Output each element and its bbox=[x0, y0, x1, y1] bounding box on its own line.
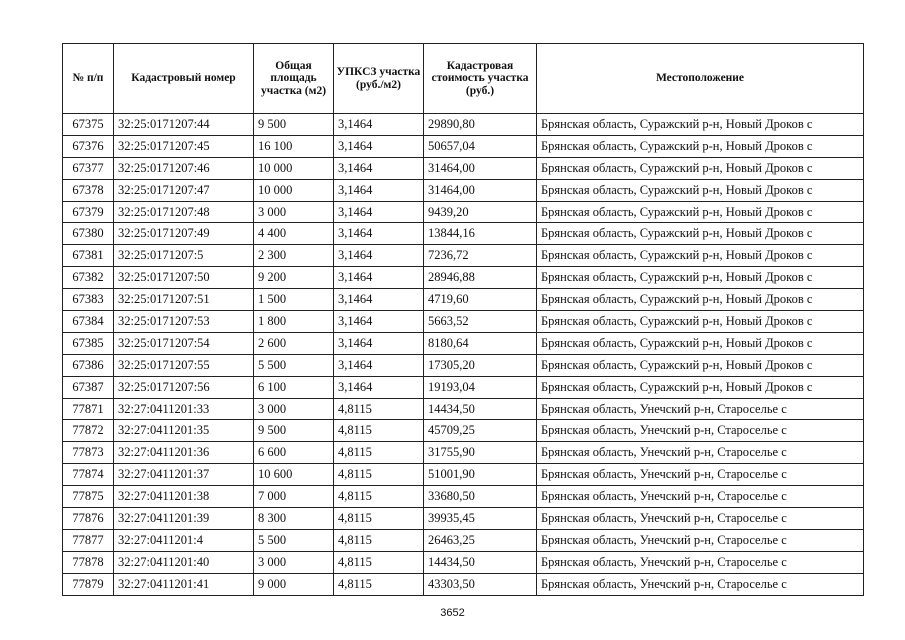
cell-cadastral-number: 32:25:0171207:53 bbox=[114, 311, 254, 333]
cell-area: 9 200 bbox=[254, 267, 334, 289]
cell-area: 2 600 bbox=[254, 332, 334, 354]
cell-cadastral-number: 32:25:0171207:45 bbox=[114, 135, 254, 157]
table-row bbox=[63, 332, 864, 354]
table-row bbox=[63, 420, 864, 442]
cell-cadastral-value: 14434,50 bbox=[424, 398, 537, 420]
cell-area: 10 000 bbox=[254, 157, 334, 179]
cell-area: 6 100 bbox=[254, 376, 334, 398]
cell-cadastral-number: 32:25:0171207:5 bbox=[114, 245, 254, 267]
cell-upksz: 4,8115 bbox=[334, 442, 424, 464]
cell-cadastral-value: 50657,04 bbox=[424, 135, 537, 157]
cell-cadastral-number: 32:25:0171207:46 bbox=[114, 157, 254, 179]
cell-cadastral-number: 32:25:0171207:54 bbox=[114, 332, 254, 354]
cell-upksz: 4,8115 bbox=[334, 486, 424, 508]
cell-area: 5 500 bbox=[254, 529, 334, 551]
cell-row-number: 77875 bbox=[63, 486, 114, 508]
cell-cadastral-value: 29890,80 bbox=[424, 114, 537, 136]
cadastre-table bbox=[62, 43, 864, 596]
cell-cadastral-value: 19193,04 bbox=[424, 376, 537, 398]
table-row bbox=[63, 201, 864, 223]
cell-row-number: 67379 bbox=[63, 201, 114, 223]
cell-location: Брянская область, Суражский р-н, Новый Дроков с bbox=[537, 157, 864, 179]
cell-row-number: 77871 bbox=[63, 398, 114, 420]
cell-location: Брянская область, Суражский р-н, Новый Дроков с bbox=[537, 376, 864, 398]
cell-location: Брянская область, Суражский р-н, Новый Дроков с bbox=[537, 114, 864, 136]
cell-upksz: 3,1464 bbox=[334, 267, 424, 289]
cell-cadastral-value: 31464,00 bbox=[424, 179, 537, 201]
cell-area: 2 300 bbox=[254, 245, 334, 267]
table-row bbox=[63, 311, 864, 333]
cell-cadastral-number: 32:25:0171207:44 bbox=[114, 114, 254, 136]
cell-area: 7 000 bbox=[254, 486, 334, 508]
header-cadastral-value: Кадастровая стоимость участка (руб.) bbox=[424, 44, 537, 114]
cell-cadastral-value: 14434,50 bbox=[424, 551, 537, 573]
cell-area: 8 300 bbox=[254, 508, 334, 530]
cell-area: 5 500 bbox=[254, 354, 334, 376]
cell-cadastral-value: 31464,00 bbox=[424, 157, 537, 179]
cell-location: Брянская область, Унечский р-н, Староселье с bbox=[537, 486, 864, 508]
cell-area: 16 100 bbox=[254, 135, 334, 157]
cell-row-number: 77874 bbox=[63, 464, 114, 486]
cell-cadastral-number: 32:25:0171207:51 bbox=[114, 289, 254, 311]
cell-upksz: 3,1464 bbox=[334, 135, 424, 157]
cell-cadastral-value: 28946,88 bbox=[424, 267, 537, 289]
cell-cadastral-value: 13844,16 bbox=[424, 223, 537, 245]
cell-cadastral-number: 32:25:0171207:49 bbox=[114, 223, 254, 245]
cell-cadastral-number: 32:25:0171207:55 bbox=[114, 354, 254, 376]
cell-row-number: 67381 bbox=[63, 245, 114, 267]
cell-cadastral-number: 32:25:0171207:48 bbox=[114, 201, 254, 223]
cell-row-number: 67382 bbox=[63, 267, 114, 289]
cell-cadastral-number: 32:27:0411201:39 bbox=[114, 508, 254, 530]
cell-row-number: 67384 bbox=[63, 311, 114, 333]
table-row bbox=[63, 508, 864, 530]
cell-row-number: 67383 bbox=[63, 289, 114, 311]
cell-cadastral-value: 5663,52 bbox=[424, 311, 537, 333]
cell-area: 6 600 bbox=[254, 442, 334, 464]
table-row bbox=[63, 223, 864, 245]
cell-cadastral-number: 32:27:0411201:36 bbox=[114, 442, 254, 464]
cell-area: 9 000 bbox=[254, 573, 334, 595]
cell-row-number: 77877 bbox=[63, 529, 114, 551]
cell-cadastral-value: 9439,20 bbox=[424, 201, 537, 223]
cell-location: Брянская область, Унечский р-н, Староселье с bbox=[537, 464, 864, 486]
cell-cadastral-number: 32:27:0411201:33 bbox=[114, 398, 254, 420]
cell-cadastral-number: 32:27:0411201:35 bbox=[114, 420, 254, 442]
table-row bbox=[63, 267, 864, 289]
cell-upksz: 3,1464 bbox=[334, 245, 424, 267]
cell-area: 4 400 bbox=[254, 223, 334, 245]
cell-cadastral-value: 33680,50 bbox=[424, 486, 537, 508]
cell-upksz: 3,1464 bbox=[334, 223, 424, 245]
header-upksz: УПКСЗ участка (руб./м2) bbox=[334, 44, 424, 114]
cell-location: Брянская область, Унечский р-н, Староселье с bbox=[537, 573, 864, 595]
cell-area: 10 600 bbox=[254, 464, 334, 486]
cell-location: Брянская область, Унечский р-н, Староселье с bbox=[537, 442, 864, 464]
cell-upksz: 3,1464 bbox=[334, 157, 424, 179]
cell-area: 10 000 bbox=[254, 179, 334, 201]
cell-location: Брянская область, Суражский р-н, Новый Дроков с bbox=[537, 245, 864, 267]
header-location: Местоположение bbox=[537, 44, 864, 114]
cell-area: 9 500 bbox=[254, 420, 334, 442]
cell-cadastral-value: 31755,90 bbox=[424, 442, 537, 464]
table-row bbox=[63, 157, 864, 179]
cell-row-number: 67387 bbox=[63, 376, 114, 398]
table-row bbox=[63, 442, 864, 464]
cell-location: Брянская область, Унечский р-н, Староселье с bbox=[537, 398, 864, 420]
cell-upksz: 4,8115 bbox=[334, 420, 424, 442]
cell-upksz: 3,1464 bbox=[334, 201, 424, 223]
table-row bbox=[63, 464, 864, 486]
cell-cadastral-value: 43303,50 bbox=[424, 573, 537, 595]
cell-location: Брянская область, Суражский р-н, Новый Дроков с bbox=[537, 223, 864, 245]
table-row bbox=[63, 551, 864, 573]
table-row bbox=[63, 398, 864, 420]
cell-location: Брянская область, Унечский р-н, Староселье с bbox=[537, 529, 864, 551]
cell-upksz: 3,1464 bbox=[334, 311, 424, 333]
cell-row-number: 67380 bbox=[63, 223, 114, 245]
cell-area: 3 000 bbox=[254, 398, 334, 420]
cell-row-number: 67375 bbox=[63, 114, 114, 136]
header-number: № п/п bbox=[63, 44, 114, 114]
cell-cadastral-value: 4719,60 bbox=[424, 289, 537, 311]
cell-row-number: 67377 bbox=[63, 157, 114, 179]
cell-cadastral-number: 32:27:0411201:38 bbox=[114, 486, 254, 508]
page-number: 3652 bbox=[440, 607, 465, 619]
cell-location: Брянская область, Суражский р-н, Новый Дроков с bbox=[537, 332, 864, 354]
cell-area: 3 000 bbox=[254, 551, 334, 573]
table-row bbox=[63, 376, 864, 398]
cell-row-number: 67385 bbox=[63, 332, 114, 354]
cell-cadastral-number: 32:27:0411201:37 bbox=[114, 464, 254, 486]
cell-cadastral-number: 32:25:0171207:50 bbox=[114, 267, 254, 289]
cell-upksz: 3,1464 bbox=[334, 376, 424, 398]
cell-upksz: 4,8115 bbox=[334, 398, 424, 420]
cell-cadastral-number: 32:27:0411201:4 bbox=[114, 529, 254, 551]
cell-location: Брянская область, Суражский р-н, Новый Дроков с bbox=[537, 201, 864, 223]
cell-row-number: 77873 bbox=[63, 442, 114, 464]
cell-upksz: 3,1464 bbox=[334, 354, 424, 376]
table-row bbox=[63, 179, 864, 201]
cell-location: Брянская область, Унечский р-н, Староселье с bbox=[537, 508, 864, 530]
cell-upksz: 3,1464 bbox=[334, 332, 424, 354]
cell-cadastral-value: 8180,64 bbox=[424, 332, 537, 354]
cell-area: 1 800 bbox=[254, 311, 334, 333]
cell-row-number: 77876 bbox=[63, 508, 114, 530]
cell-cadastral-value: 45709,25 bbox=[424, 420, 537, 442]
cell-cadastral-value: 17305,20 bbox=[424, 354, 537, 376]
cell-row-number: 67386 bbox=[63, 354, 114, 376]
table-row bbox=[63, 486, 864, 508]
table-row bbox=[63, 573, 864, 595]
cell-upksz: 4,8115 bbox=[334, 551, 424, 573]
cell-location: Брянская область, Суражский р-н, Новый Дроков с bbox=[537, 267, 864, 289]
table-header-row bbox=[63, 44, 864, 114]
cell-upksz: 4,8115 bbox=[334, 464, 424, 486]
cell-upksz: 4,8115 bbox=[334, 529, 424, 551]
cell-row-number: 77879 bbox=[63, 573, 114, 595]
cell-cadastral-number: 32:25:0171207:56 bbox=[114, 376, 254, 398]
table-row bbox=[63, 114, 864, 136]
cell-location: Брянская область, Унечский р-н, Староселье с bbox=[537, 420, 864, 442]
cell-upksz: 4,8115 bbox=[334, 508, 424, 530]
cell-cadastral-value: 26463,25 bbox=[424, 529, 537, 551]
cell-row-number: 77878 bbox=[63, 551, 114, 573]
cell-location: Брянская область, Суражский р-н, Новый Дроков с bbox=[537, 311, 864, 333]
cell-cadastral-number: 32:25:0171207:47 bbox=[114, 179, 254, 201]
table-row bbox=[63, 529, 864, 551]
cell-cadastral-value: 51001,90 bbox=[424, 464, 537, 486]
cell-row-number: 67378 bbox=[63, 179, 114, 201]
cell-row-number: 67376 bbox=[63, 135, 114, 157]
table-body bbox=[63, 114, 864, 596]
cell-upksz: 3,1464 bbox=[334, 289, 424, 311]
cell-upksz: 3,1464 bbox=[334, 114, 424, 136]
table-row bbox=[63, 245, 864, 267]
cell-cadastral-number: 32:27:0411201:40 bbox=[114, 551, 254, 573]
header-area: Общая площадь участка (м2) bbox=[254, 44, 334, 114]
cell-cadastral-number: 32:27:0411201:41 bbox=[114, 573, 254, 595]
cell-cadastral-value: 7236,72 bbox=[424, 245, 537, 267]
cell-area: 1 500 bbox=[254, 289, 334, 311]
table-row bbox=[63, 289, 864, 311]
cell-location: Брянская область, Унечский р-н, Староселье с bbox=[537, 551, 864, 573]
cell-location: Брянская область, Суражский р-н, Новый Дроков с bbox=[537, 179, 864, 201]
table-row bbox=[63, 354, 864, 376]
header-cadastral-number: Кадастровый номер bbox=[114, 44, 254, 114]
cell-row-number: 77872 bbox=[63, 420, 114, 442]
cell-upksz: 3,1464 bbox=[334, 179, 424, 201]
cell-location: Брянская область, Суражский р-н, Новый Дроков с bbox=[537, 135, 864, 157]
cell-area: 3 000 bbox=[254, 201, 334, 223]
table-row bbox=[63, 135, 864, 157]
cell-location: Брянская область, Суражский р-н, Новый Дроков с bbox=[537, 289, 864, 311]
cell-location: Брянская область, Суражский р-н, Новый Дроков с bbox=[537, 354, 864, 376]
cell-cadastral-value: 39935,45 bbox=[424, 508, 537, 530]
cell-area: 9 500 bbox=[254, 114, 334, 136]
cell-upksz: 4,8115 bbox=[334, 573, 424, 595]
